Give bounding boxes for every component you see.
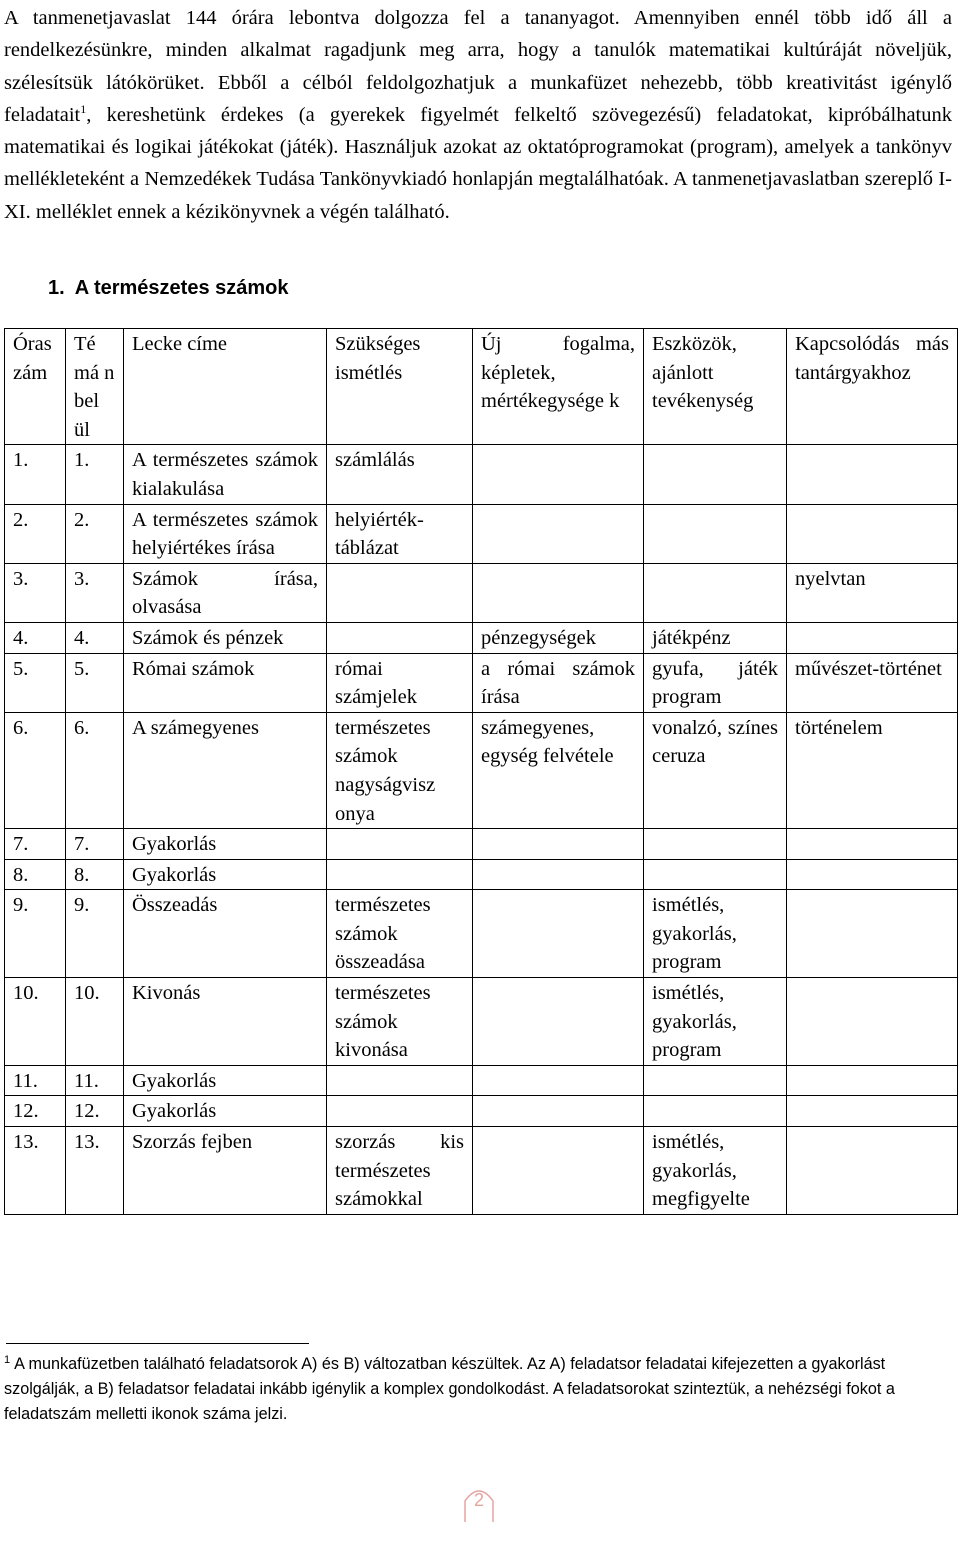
table-cell: [473, 978, 644, 1066]
table-cell: [473, 859, 644, 890]
table-cell: ismétlés, gyakorlás, program: [644, 890, 787, 978]
table-cell: [787, 445, 958, 504]
table-cell: 6.: [66, 712, 124, 828]
table-cell: természetes számok összeadása: [327, 890, 473, 978]
table-cell: természetes számok kivonása: [327, 978, 473, 1066]
table-cell: [787, 890, 958, 978]
table-cell: Kivonás: [124, 978, 327, 1066]
table-cell: ismétlés, gyakorlás, program: [644, 978, 787, 1066]
table-cell: 9.: [5, 890, 66, 978]
table-cell: a római számok írása: [473, 653, 644, 712]
table-cell: gyufa, játék program: [644, 653, 787, 712]
table-cell: [644, 445, 787, 504]
section-heading: [48, 277, 299, 300]
table-cell: 13.: [5, 1127, 66, 1215]
table-row: [5, 1096, 958, 1127]
table-cell: [787, 1065, 958, 1096]
table-cell: A természetes számok helyiértékes írása: [124, 504, 327, 563]
header-cell: Szükséges ismétlés: [327, 329, 473, 445]
table-cell: 8.: [5, 859, 66, 890]
header-cell: Eszközök, ajánlott tevékenység: [644, 329, 787, 445]
table-cell: számlálás: [327, 445, 473, 504]
table-row: [5, 1065, 958, 1096]
table-cell: pénzegységek: [473, 622, 644, 653]
table-cell: számegyenes, egység felvétele: [473, 712, 644, 828]
table-row: [5, 563, 958, 622]
table-cell: 3.: [5, 563, 66, 622]
table-cell: [644, 1096, 787, 1127]
table-cell: történelem: [787, 712, 958, 828]
table-row: [5, 890, 958, 978]
table-cell: [473, 1096, 644, 1127]
table-cell: Számok és pénzek: [124, 622, 327, 653]
table-cell: [473, 829, 644, 860]
table-cell: művészet-történet: [787, 653, 958, 712]
table-cell: [787, 504, 958, 563]
table-row: [5, 504, 958, 563]
footnote-text: A munkafüzetben található feladatsorok A) és B) változatban készültek. Az A) feladatsor feladatai kifejezetten a gyakorlást szolgálják, a B) feladatsor feladatai inkább igénylik a komplex gondolkodást. A feladatsorokat szinteztük, a nehézségi fokot a feladatszám melletti ikonok száma jelzi.: [4, 1355, 895, 1423]
header-cell: Lecke címe: [124, 329, 327, 445]
table-cell: [644, 504, 787, 563]
intro-text-part-2: , kereshetünk érdekes (a gyerekek figyelmét felkeltő szövegezésű) feladatokat, kipróbálhatunk matematikai és logikai játékokat (játék). Használjuk azokat az oktatóprogramokat (program), amelyek a tankönyv mellékleteként a Nemzedékek Tudása Tankönyvkiadó honlapján megtalálhatóak. A tanmenetjavaslatban szereplő I-XI. melléklet ennek a kézikönyvnek a végén található.: [4, 103, 952, 223]
table-cell: [327, 1065, 473, 1096]
table-cell: Gyakorlás: [124, 1065, 327, 1096]
table-cell: Számok írása, olvasása: [124, 563, 327, 622]
table-row: [5, 712, 958, 828]
table-cell: [473, 1065, 644, 1096]
table-cell: Gyakorlás: [124, 829, 327, 860]
table-row: [5, 622, 958, 653]
table-cell: 12.: [5, 1096, 66, 1127]
table-cell: [787, 978, 958, 1066]
table-cell: [473, 504, 644, 563]
table-cell: Gyakorlás: [124, 1096, 327, 1127]
table-cell: 7.: [66, 829, 124, 860]
table-header-row: [5, 329, 958, 445]
table-cell: [787, 622, 958, 653]
header-cell: Kapcsolódás más tantárgyakhoz: [787, 329, 958, 445]
table-cell: [327, 622, 473, 653]
table-cell: [787, 829, 958, 860]
table-cell: [787, 1127, 958, 1215]
table-cell: 1.: [5, 445, 66, 504]
table-cell: természetes számok nagyságvisz onya: [327, 712, 473, 828]
table-row: [5, 1127, 958, 1215]
table-cell: [473, 563, 644, 622]
table-cell: 2.: [66, 504, 124, 563]
header-cell: Té má n bel ül: [66, 329, 124, 445]
table-cell: [327, 859, 473, 890]
table-cell: 3.: [66, 563, 124, 622]
table-row: [5, 859, 958, 890]
table-row: [5, 653, 958, 712]
table-cell: 4.: [66, 622, 124, 653]
table-cell: 11.: [5, 1065, 66, 1096]
table-cell: nyelvtan: [787, 563, 958, 622]
table-cell: [327, 563, 473, 622]
table-cell: 12.: [66, 1096, 124, 1127]
table-cell: ismétlés, gyakorlás, megfigyelte: [644, 1127, 787, 1215]
table-cell: 9.: [66, 890, 124, 978]
header-cell: Új fogalma, képletek, mértékegysége k: [473, 329, 644, 445]
lesson-plan-table: [4, 328, 958, 1215]
table-cell: 4.: [5, 622, 66, 653]
table-cell: Szorzás fejben: [124, 1127, 327, 1215]
footnote: [4, 1352, 944, 1427]
table-cell: 10.: [5, 978, 66, 1066]
table-cell: [787, 859, 958, 890]
footnote-mark: 1: [4, 1353, 11, 1366]
table-cell: helyiérték-táblázat: [327, 504, 473, 563]
table-cell: Római számok: [124, 653, 327, 712]
table-cell: [327, 829, 473, 860]
table-cell: 7.: [5, 829, 66, 860]
table-cell: 1.: [66, 445, 124, 504]
section-number: 1.: [48, 277, 65, 299]
table-row: [5, 978, 958, 1066]
table-cell: szorzás kis természetes számokkal: [327, 1127, 473, 1215]
section-title: A természetes számok: [74, 277, 289, 299]
table-cell: A számegyenes: [124, 712, 327, 828]
intro-text-part-1: A tanmenetjavaslat 144 órára lebontva dolgozza fel a tananyagot. Amennyiben ennél több idő áll a rendelkezésünkre, minden alkalmat ragadjunk meg arra, hogy a tanulók matematikai kultúráját növeljük, szélesítsük látókörüket. Ebből a célból feldolgozhatjuk a munkafüzet nehezebb, több kreativitást igénylő feladatait: [4, 7, 952, 126]
table-cell: [327, 1096, 473, 1127]
table-cell: 10.: [66, 978, 124, 1066]
header-cell: Óras zám: [5, 329, 66, 445]
table-cell: 6.: [5, 712, 66, 828]
footnote-separator: [6, 1343, 309, 1344]
table-cell: Összeadás: [124, 890, 327, 978]
table-cell: Gyakorlás: [124, 859, 327, 890]
table-cell: [473, 890, 644, 978]
table-cell: [644, 859, 787, 890]
table-cell: 11.: [66, 1065, 124, 1096]
table-row: [5, 445, 958, 504]
table-cell: [644, 1065, 787, 1096]
table-cell: [787, 1096, 958, 1127]
table-cell: [473, 445, 644, 504]
intro-paragraph: [4, 2, 952, 228]
table-cell: 5.: [5, 653, 66, 712]
footnote-reference[interactable]: 1: [80, 102, 87, 117]
table-cell: [644, 829, 787, 860]
table-cell: 8.: [66, 859, 124, 890]
table-cell: 13.: [66, 1127, 124, 1215]
table-cell: vonalzó, színes ceruza: [644, 712, 787, 828]
page-number: 2: [473, 1490, 484, 1510]
table-cell: A természetes számok kialakulása: [124, 445, 327, 504]
table-cell: [644, 563, 787, 622]
table-cell: [473, 1127, 644, 1215]
table-cell: játékpénz: [644, 622, 787, 653]
table-cell: 2.: [5, 504, 66, 563]
page-number-badge: [451, 1479, 507, 1523]
table-cell: római számjelek: [327, 653, 473, 712]
table-row: [5, 829, 958, 860]
table-cell: 5.: [66, 653, 124, 712]
